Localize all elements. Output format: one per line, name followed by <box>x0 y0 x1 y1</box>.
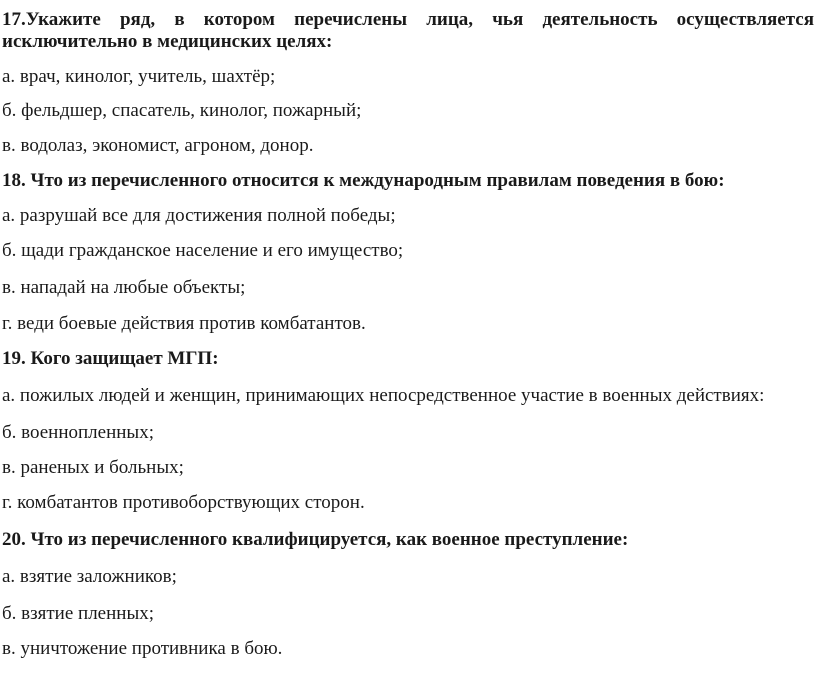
question-19-option-b: б. военнопленных; <box>2 422 154 443</box>
question-17-option-c: в. водолаз, экономист, агроном, донор. <box>2 135 314 156</box>
question-20-option-b: б. взятие пленных; <box>2 603 154 624</box>
question-19-option-d: г. комбатантов противоборствующих сторон. <box>2 492 365 513</box>
question-19-option-a: а. пожилых людей и женщин, принимающих непосредственное участие в военных действиях: <box>2 385 765 406</box>
question-17-title-line1: 17.Укажите ряд, в котором перечислены лица, чья деятельность осуществляется <box>2 9 814 30</box>
question-19-title: 19. Кого защищает МГП: <box>2 348 219 369</box>
question-18-option-c: в. нападай на любые объекты; <box>2 277 246 298</box>
question-17-option-b: б. фельдшер, спасатель, кинолог, пожарный; <box>2 100 362 121</box>
question-20-title: 20. Что из перечисленного квалифицируется, как военное преступление: <box>2 529 629 550</box>
question-20-option-a: а. взятие заложников; <box>2 566 177 587</box>
question-19-option-c: в. раненых и больных; <box>2 457 184 478</box>
question-17-title-line2: исключительно в медицинских целях: <box>2 31 333 52</box>
question-18-option-b: б. щади гражданское население и его имущество; <box>2 240 404 261</box>
question-18-option-d: г. веди боевые действия против комбатантов. <box>2 313 366 334</box>
question-18-option-a: а. разрушай все для достижения полной победы; <box>2 205 396 226</box>
question-20-option-c: в. уничтожение противника в бою. <box>2 638 283 659</box>
question-17-option-a: а. врач, кинолог, учитель, шахтёр; <box>2 66 276 87</box>
question-18-title: 18. Что из перечисленного относится к международным правилам поведения в бою: <box>2 170 725 191</box>
